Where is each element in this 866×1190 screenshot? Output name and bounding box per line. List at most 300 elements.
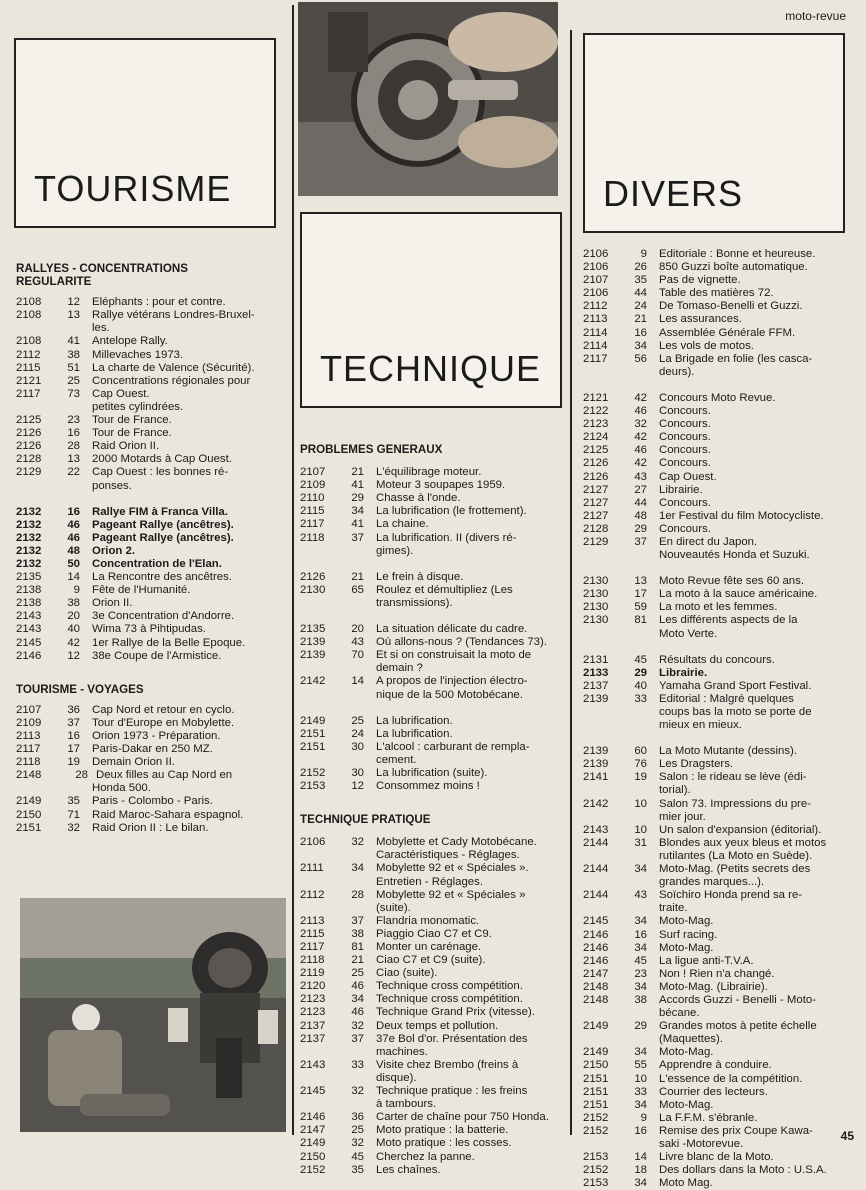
index-entry (16, 519, 286, 532)
issue-number: 2106 (583, 248, 609, 260)
issue-number: 2146 (583, 928, 609, 941)
index-entry (583, 942, 853, 955)
generaux-list (300, 466, 566, 793)
page-ref: 16 (634, 928, 647, 941)
issue-number: 2109 (16, 716, 42, 729)
page-ref: 34 (634, 863, 647, 876)
issue-number: 2151 (300, 727, 326, 740)
issue-number: 2115 (16, 361, 41, 374)
entry-title: A propos de l'injection électro- (376, 675, 528, 688)
page-ref: 36 (351, 1111, 364, 1124)
page-ref: 29 (634, 666, 647, 679)
entry-title: Pas de vignette. (659, 274, 741, 287)
page-ref: 37 (351, 1032, 364, 1045)
index-entry (583, 444, 853, 457)
issue-number: 2149 (16, 795, 42, 808)
issue-number: 2108 (16, 296, 42, 309)
page-ref: 73 (67, 387, 80, 400)
page-ref: 27 (634, 483, 647, 496)
rallyes-heading: RALLYES - CONCENTRATIONS (16, 262, 188, 275)
index-entry (583, 771, 853, 784)
page-ref: 12 (351, 780, 364, 793)
issue-number: 2132 (16, 505, 42, 518)
issue-number: 2152 (583, 1124, 609, 1137)
entry-gap (16, 493, 286, 506)
entry-continuation: rutilantes (La Moto en Suède). (659, 849, 813, 862)
entry-continuation: cement. (376, 753, 417, 766)
page-ref: 26 (634, 261, 647, 274)
entry-title: Moto-Mag. (659, 1046, 714, 1059)
page-ref: 28 (67, 440, 80, 453)
issue-number: 2111 (300, 862, 324, 875)
riders-illustration (20, 898, 286, 1132)
issue-number: 2121 (583, 391, 609, 404)
issue-number: 2149 (300, 714, 326, 727)
entry-title: Moto-Mag. (659, 1098, 714, 1111)
page-ref: 38 (351, 927, 364, 940)
page-ref: 34 (634, 1177, 647, 1190)
issue-number: 2139 (300, 649, 326, 662)
page-ref: 33 (634, 1085, 647, 1098)
entry-title: Salon : le rideau se lève (édi- (659, 771, 807, 784)
entry-title: Rallye FIM à Franca Villa. (92, 505, 228, 518)
index-entry (583, 353, 853, 366)
index-entry (583, 601, 853, 614)
index-entry (16, 362, 286, 375)
index-entry (300, 1124, 566, 1137)
page-ref: 42 (634, 431, 647, 444)
page-ref: 76 (634, 758, 647, 771)
index-entry (583, 1046, 853, 1059)
entry-continuation: à tambours. (376, 1098, 437, 1111)
index-entry (16, 349, 286, 362)
issue-number: 2152 (300, 1163, 326, 1176)
index-entry (16, 650, 286, 663)
entry-title: Concours. (659, 522, 711, 535)
page-ref: 46 (67, 518, 80, 531)
engine-photo (298, 2, 558, 196)
page-ref: 34 (634, 980, 647, 993)
page-ref: 29 (634, 1020, 647, 1033)
issue-number: 2120 (300, 980, 326, 993)
pratique-heading: TECHNIQUE PRATIQUE (300, 813, 431, 827)
entry-title: L'équilibrage moteur. (376, 466, 482, 479)
index-entry (583, 1099, 853, 1112)
issue-number: 2114 (583, 326, 608, 339)
page-ref: 38 (634, 993, 647, 1006)
entry-title: Pageant Rallye (ancêtres). (92, 518, 234, 531)
page-ref: 46 (634, 444, 647, 457)
issue-number: 2151 (583, 1098, 609, 1111)
technique-title: TECHNIQUE (320, 348, 542, 389)
page-ref: 30 (351, 740, 364, 753)
issue-number: 2122 (583, 405, 609, 418)
page-ref: 24 (634, 300, 647, 313)
page-ref: 51 (67, 361, 80, 374)
entry-gap (300, 610, 566, 623)
entry-title: Fête de l'Humanité. (92, 584, 191, 597)
page-ref: 37 (351, 531, 364, 544)
index-entry (300, 941, 566, 954)
index-entry (300, 532, 566, 545)
entry-title: Paris-Dakar en 250 MZ. (92, 743, 213, 756)
engine-illustration (298, 2, 558, 196)
issue-number: 2126 (583, 457, 609, 470)
entry-continuation: grandes marques...). (659, 876, 765, 889)
issue-number: 2132 (16, 557, 42, 570)
index-entry (300, 649, 566, 662)
index-entry (16, 704, 286, 717)
issue-number: 2113 (300, 914, 325, 927)
index-entry (300, 967, 566, 980)
entry-title: Librairie. (659, 483, 703, 496)
index-entry (583, 431, 853, 444)
issue-number: 2144 (583, 863, 609, 876)
index-entry (583, 955, 853, 968)
entry-title: Wima 73 à Pihtipudas. (92, 623, 206, 636)
entry-title: Moto Mag. (659, 1177, 713, 1190)
index-entry (583, 1020, 853, 1033)
issue-number: 2149 (583, 1020, 609, 1033)
issue-number: 2117 (16, 387, 41, 400)
index-entry (583, 1164, 853, 1177)
index-entry (300, 1151, 566, 1164)
page-ref: 35 (67, 795, 80, 808)
issue-number: 2106 (583, 261, 609, 274)
page-ref: 9 (640, 248, 647, 260)
page-ref: 41 (67, 335, 80, 348)
issue-number: 2118 (300, 954, 325, 967)
page-ref: 19 (67, 756, 80, 769)
issue-number: 2126 (16, 440, 42, 453)
page-ref: 36 (67, 703, 80, 716)
entry-title: Les vols de motos. (659, 339, 754, 352)
page-ref: 40 (67, 623, 80, 636)
issue-number: 2131 (583, 653, 609, 666)
index-entry (16, 545, 286, 558)
index-entry (583, 863, 853, 876)
entry-title: Piaggio Ciao C7 et C9. (376, 927, 492, 940)
page-ref: 65 (351, 583, 364, 596)
index-entry (583, 497, 853, 510)
page-ref: 50 (67, 557, 80, 570)
index-entry (16, 597, 286, 610)
index-entry (16, 414, 286, 427)
issue-number: 2133 (583, 666, 609, 679)
index-entry (583, 327, 853, 340)
entry-title: Concours. (659, 431, 711, 444)
entry-title: Résultats du concours. (659, 653, 775, 666)
issue-number: 2138 (16, 584, 42, 597)
issue-number: 2137 (300, 1032, 326, 1045)
index-entry (16, 532, 286, 545)
issue-number: 2141 (583, 771, 609, 784)
entry-title: La lubrification. II (divers ré- (376, 531, 517, 544)
entry-title: Concours. (659, 457, 711, 470)
magazine-name: moto-revue (785, 9, 846, 23)
index-entry (300, 1006, 566, 1019)
entry-title: Les différents aspects de la (659, 614, 798, 627)
entry-title: La F.F.M. s'ébranle. (659, 1111, 758, 1124)
index-entry (300, 1085, 566, 1098)
page-ref: 46 (351, 980, 364, 993)
entry-title: Raid Maroc-Sahara espagnol. (92, 808, 244, 821)
page-ref: 46 (67, 531, 80, 544)
entry-continuation: Caractéristiques - Réglages. (376, 849, 520, 862)
issue-number: 2107 (583, 274, 609, 287)
entry-title: Visite chez Brembo (freins à (376, 1058, 519, 1071)
entry-continuation: Nouveautés Honda et Suzuki. (659, 549, 810, 562)
index-entry (16, 296, 286, 309)
issue-number: 2121 (16, 374, 42, 387)
entry-title: Chasse à l'onde. (376, 492, 461, 505)
entry-title: Tour d'Europe en Mobylette. (92, 716, 235, 729)
entry-title: Raid Orion II. (92, 440, 160, 453)
page-ref: 23 (634, 967, 647, 980)
issue-number: 2146 (16, 649, 42, 662)
issue-number: 2147 (300, 1124, 326, 1137)
generaux-heading: PROBLEMES GENERAUX (300, 443, 443, 456)
entry-title: Deux filles au Cap Nord en (96, 769, 233, 782)
entry-title: L'essence de la compétition. (659, 1072, 803, 1085)
index-entry (583, 418, 853, 431)
page-ref: 16 (67, 730, 80, 742)
index-entry (300, 636, 566, 649)
page-ref: 35 (351, 1163, 364, 1176)
tourisme-column (16, 262, 286, 835)
entry-title: Technique Grand Prix (vitesse). (376, 1006, 535, 1019)
index-entry (300, 980, 566, 993)
entry-continuation: deurs). (659, 365, 695, 378)
page-ref: 34 (634, 941, 647, 954)
index-entry (583, 667, 853, 680)
index-entry (16, 743, 286, 756)
issue-number: 2125 (16, 414, 42, 427)
entry-title: La situation délicate du cadre. (376, 623, 528, 636)
issue-number: 2130 (583, 601, 609, 614)
entry-continuation: demain ? (376, 662, 423, 675)
page-ref: 45 (634, 653, 647, 666)
entry-title: 38e Coupe de l'Armistice. (92, 649, 222, 662)
page-ref: 42 (67, 636, 80, 649)
entry-title: Un salon d'expansion (éditorial). (659, 823, 822, 836)
entry-title: Paris - Colombo - Paris. (92, 795, 213, 808)
index-entry (16, 335, 286, 348)
index-entry (583, 824, 853, 837)
column-rule-left (292, 5, 294, 1135)
issue-number: 2112 (583, 300, 608, 313)
issue-number: 2127 (583, 509, 609, 522)
page-ref: 37 (67, 716, 80, 729)
page-ref: 34 (634, 1046, 647, 1059)
pratique-list (300, 836, 566, 1176)
issue-number: 2151 (583, 1085, 609, 1098)
entry-title: Orion 2. (92, 544, 136, 557)
page-ref: 48 (67, 544, 80, 557)
issue-number: 2139 (583, 758, 609, 771)
page-ref: 43 (634, 889, 647, 902)
issue-number: 2126 (583, 470, 609, 483)
entry-title: Tour de France. (92, 414, 172, 427)
issue-number: 2145 (583, 915, 609, 928)
tourisme-title-box (14, 38, 276, 228)
issue-number: 2144 (583, 836, 609, 849)
index-entry (300, 1020, 566, 1033)
index-entry (16, 610, 286, 623)
entry-title: Concours. (659, 444, 711, 457)
issue-number: 2127 (583, 483, 609, 496)
issue-number: 2146 (583, 941, 609, 954)
index-entry (300, 862, 566, 875)
issue-number: 2128 (583, 522, 609, 535)
entry-gap (583, 641, 853, 654)
page-ref: 28 (351, 888, 364, 901)
index-entry (583, 889, 853, 902)
index-entry (300, 571, 566, 584)
issue-number: 2143 (583, 823, 609, 836)
issue-number: 2137 (300, 1019, 326, 1032)
entry-title: Orion II. (92, 597, 133, 610)
entry-continuation: bécane. (659, 1007, 700, 1020)
issue-number: 2106 (583, 287, 609, 300)
index-entry (583, 798, 853, 811)
entry-title: Concentrations régionales pour (92, 374, 251, 387)
page-ref: 10 (634, 823, 647, 836)
index-entry (300, 479, 566, 492)
page-ref: 32 (351, 836, 364, 849)
entry-title: Mobylette 92 et « Spéciales ». (376, 862, 529, 875)
entry-continuation: traite. (659, 902, 688, 915)
issue-number: 2139 (583, 745, 609, 758)
page-ref: 21 (351, 570, 364, 583)
page-ref: 25 (67, 374, 80, 387)
voyages-list (16, 704, 286, 835)
entry-title: 850 Guzzi boîte automatique. (659, 261, 808, 274)
issue-number: 2126 (300, 570, 326, 583)
entry-gap (300, 702, 566, 715)
page-ref: 21 (351, 954, 364, 967)
index-entry (16, 822, 286, 835)
index-entry (300, 836, 566, 849)
entry-title: Table des matières 72. (659, 287, 774, 300)
page-ref: 17 (634, 588, 647, 601)
entry-continuation: Moto Verte. (659, 627, 718, 640)
index-entry (583, 968, 853, 981)
entry-title: La charte de Valence (Sécurité). (92, 361, 255, 374)
entry-continuation: (Maquettes). (659, 1033, 723, 1046)
issue-number: 2138 (16, 597, 42, 610)
page-ref: 34 (634, 915, 647, 928)
index-entry (16, 571, 286, 584)
entry-title: La lubrification (le frottement). (376, 505, 527, 518)
entry-title: Moto pratique : les cosses. (376, 1137, 512, 1150)
issue-number: 2127 (583, 496, 609, 509)
entry-title: Surf racing. (659, 928, 718, 941)
entry-title: Cap Ouest. (92, 387, 150, 400)
index-entry (583, 523, 853, 536)
issue-number: 2112 (16, 348, 41, 361)
page-ref: 13 (67, 453, 80, 466)
entry-continuation: les. (92, 322, 110, 335)
entry-title: Ciao C7 et C9 (suite). (376, 954, 486, 967)
issue-number: 2153 (583, 1151, 609, 1164)
issue-number: 2150 (16, 808, 42, 821)
entry-title: Concentration de l'Elan. (92, 557, 222, 570)
entry-title: Roulez et démultipliez (Les (376, 583, 513, 596)
entry-title: Concours. (659, 496, 711, 509)
page-ref: 20 (67, 610, 80, 623)
page-ref: 38 (67, 597, 80, 610)
page-ref: 70 (351, 649, 364, 662)
entry-title: Editoriale : Bonne et heureuse. (659, 248, 816, 260)
entry-gap (583, 379, 853, 392)
page-ref: 81 (634, 614, 647, 627)
index-entry (583, 1086, 853, 1099)
entry-title: Concours. (659, 418, 711, 431)
entry-title: Les chaînes. (376, 1163, 441, 1176)
issue-number: 2130 (583, 614, 609, 627)
page-ref: 14 (634, 1151, 647, 1164)
issue-number: 2126 (16, 427, 42, 440)
entry-title: Orion 1973 - Préparation. (92, 730, 221, 742)
column-rule-right (570, 30, 572, 1135)
entry-title: 1er Festival du film Motocycliste. (659, 509, 824, 522)
entry-title: Editorial : Malgré quelques (659, 692, 794, 705)
entry-title: Moto-Mag. (659, 915, 714, 928)
entry-title: En direct du Japon. (659, 535, 758, 548)
index-entry (583, 287, 853, 300)
index-entry (16, 558, 286, 571)
entry-continuation: torial). (659, 784, 691, 797)
issue-number: 2123 (300, 993, 326, 1006)
index-entry (583, 405, 853, 418)
entry-continuation: (suite). (376, 901, 411, 914)
page-ref: 59 (634, 601, 647, 614)
issue-number: 2151 (583, 1072, 609, 1085)
index-entry (300, 993, 566, 1006)
issue-number: 2151 (16, 821, 42, 834)
entry-continuation: Entretien - Réglages. (376, 875, 484, 888)
page-ref: 43 (351, 636, 364, 649)
rallyes-list (16, 296, 286, 663)
entry-continuation: petites cylindrées. (92, 400, 184, 413)
issue-number: 2132 (16, 544, 42, 557)
entry-title: Concours. (659, 405, 711, 418)
entry-title: Grandes motos à petite échelle (659, 1020, 817, 1033)
page-ref: 32 (351, 1137, 364, 1150)
index-entry (583, 1151, 853, 1164)
entry-title: Non ! Rien n'a changé. (659, 967, 775, 980)
index-entry (583, 915, 853, 928)
index-entry (300, 954, 566, 967)
issue-number: 2113 (583, 313, 608, 326)
index-entry (583, 614, 853, 627)
page-ref: 45 (351, 1150, 364, 1163)
index-entry (583, 471, 853, 484)
entry-title: Blondes aux yeux bleus et motos (659, 836, 827, 849)
page-ref: 16 (67, 505, 80, 518)
entry-title: Consommez moins ! (376, 780, 480, 793)
index-entry (583, 693, 853, 706)
issue-number: 2153 (583, 1177, 609, 1190)
issue-number: 2110 (300, 492, 325, 505)
issue-number: 2144 (583, 889, 609, 902)
page-ref: 19 (634, 771, 647, 784)
entry-title: Raid Orion II : Le bilan. (92, 821, 209, 834)
entry-title: Cherchez la panne. (376, 1150, 475, 1163)
issue-number: 2151 (300, 740, 326, 753)
issue-number: 2112 (300, 888, 325, 901)
